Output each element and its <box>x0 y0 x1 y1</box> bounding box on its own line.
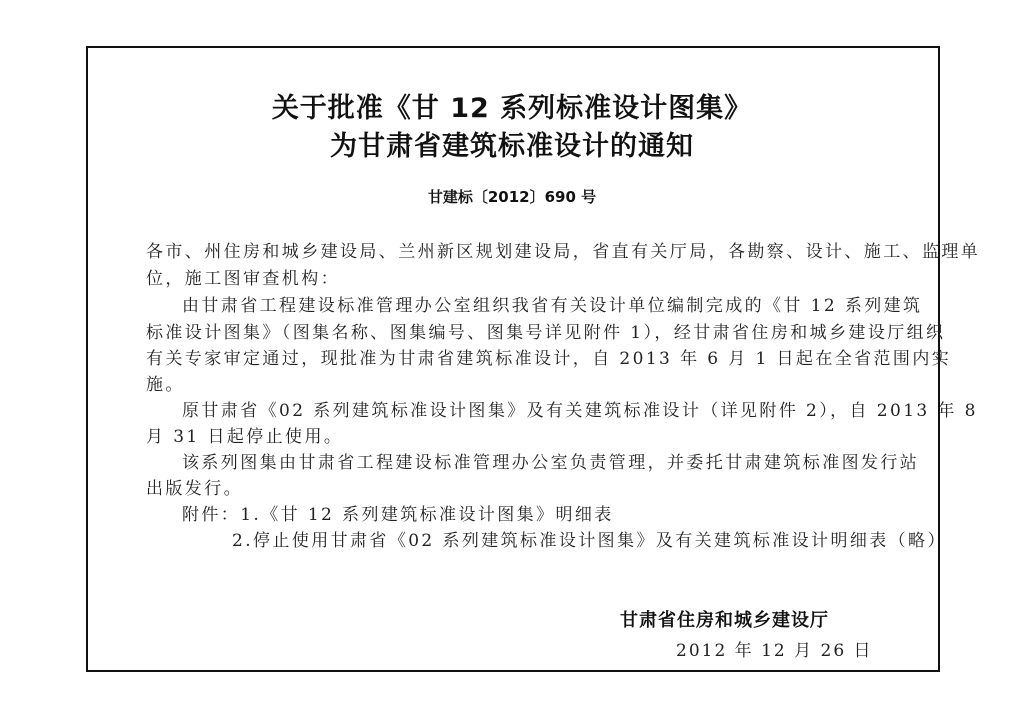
issuer-name: 甘肃省住房和城乡建设厅 <box>620 610 829 631</box>
body-line-addressee-1: 各市、州住房和城乡建设局、兰州新区规划建设局，省直有关厅局，各勘察、设计、施工、监理单 <box>146 242 981 262</box>
body-line-addressee-2: 位，施工图审查机构： <box>146 269 340 289</box>
body-line-paragraph-3b: 出版发行。 <box>146 479 243 499</box>
attachment-line-2: 2.停止使用甘肃省《02 系列建筑标准设计图集》及有关建筑标准设计明细表（略） <box>232 531 947 551</box>
document-title-line-2: 为甘肃省建筑标准设计的通知 <box>330 131 694 162</box>
body-line-paragraph-1a: 由甘肃省工程建设标准管理办公室组织我省有关设计单位编制完成的《甘 12 系列建筑 <box>182 296 923 316</box>
issue-date: 2012 年 12 月 26 日 <box>676 641 873 661</box>
body-line-paragraph-1c: 有关专家审定通过，现批准为甘肃省建筑标准设计，自 2013 年 6 月 1 日起在全省范围内实 <box>146 349 952 369</box>
body-line-paragraph-2b: 月 31 日起停止使用。 <box>146 427 344 447</box>
document-number: 甘建标〔2012〕690 号 <box>427 188 597 206</box>
attachment-line-1: 附件：1.《甘 12 系列建筑标准设计图集》明细表 <box>182 505 614 525</box>
body-line-paragraph-1d: 施。 <box>146 375 185 395</box>
document-title-line-1: 关于批准《甘 12 系列标准设计图集》 <box>271 93 753 124</box>
body-line-paragraph-1b: 标准设计图集》（图集名称、图集编号、图集号详见附件 1），经甘肃省住房和城乡建设厅组织 <box>146 323 946 343</box>
body-line-paragraph-3a: 该系列图集由甘肃省工程建设标准管理办公室负责管理，并委托甘肃建筑标准图发行站 <box>182 453 920 473</box>
body-line-paragraph-2a: 原甘肃省《02 系列建筑标准设计图集》及有关建筑标准设计（详见附件 2），自 2013 年 8 <box>182 401 978 421</box>
